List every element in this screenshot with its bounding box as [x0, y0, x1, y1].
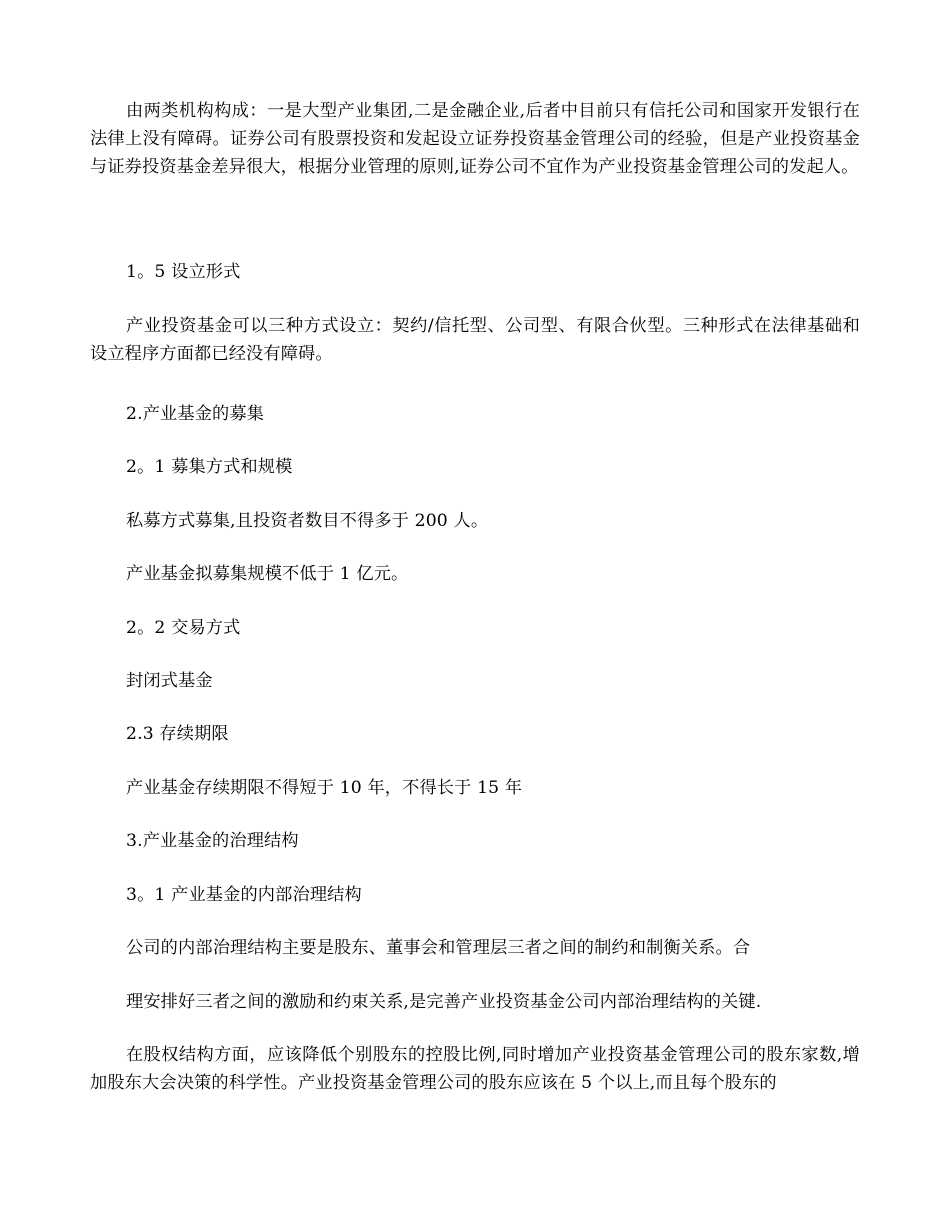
heading-2-fund-raising: 2.产业基金的募集: [126, 404, 265, 424]
heading-3-1-internal-governance: 3。1 产业基金的内部治理结构: [126, 885, 362, 905]
paragraph-establishment-methods: 产业投资基金可以三种方式设立：契约/信托型、公司型、有限合伙型。三种形式在法律基础和设立程序方面都已经没有障碍。: [90, 316, 860, 364]
heading-3-governance-structure: 3.产业基金的治理结构: [126, 831, 299, 851]
heading-1-5-establishment-form: 1。5 设立形式: [126, 262, 241, 282]
heading-2-2-trading-method: 2。2 交易方式: [126, 618, 241, 638]
paragraph-equity-structure: 在股权结构方面，应该降低个别股东的控股比例,同时增加产业投资基金管理公司的股东家数,增加股东大会决策的科学性。产业投资基金管理公司的股东应该在 5 个以上,而且每个股东的: [90, 1045, 860, 1093]
paragraph-private-placement: 私募方式募集,且投资者数目不得多于 200 人。: [126, 511, 489, 531]
heading-2-1-raising-method: 2。1 募集方式和规模: [126, 457, 293, 477]
heading-2-3-duration: 2.3 存续期限: [126, 724, 229, 744]
paragraph-duration-limits: 产业基金存续期限不得短于 10 年，不得长于 15 年: [126, 778, 523, 798]
paragraph-fund-scale: 产业基金拟募集规模不低于 1 亿元。: [126, 564, 409, 584]
paragraph-governance-relations: 公司的内部治理结构主要是股东、董事会和管理层三者之间的制约和制衡关系。合: [126, 938, 751, 958]
paragraph-incentives-constraints: 理安排好三者之间的激励和约束关系,是完善产业投资基金公司内部治理结构的关键.: [126, 992, 762, 1012]
paragraph-closed-end-fund: 封闭式基金: [126, 671, 213, 691]
paragraph-founders: 由两类机构构成：一是大型产业集团,二是金融企业,后者中目前只有信托公司和国家开发银行在法律上没有障碍。证券公司有股票投资和发起设立证券投资基金管理公司的经验，但是产业投资基金与证券投资基金差异很大，根据分业管理的原则,证券公司不宜作为产业投资基金管理公司的发起人。: [90, 101, 860, 177]
